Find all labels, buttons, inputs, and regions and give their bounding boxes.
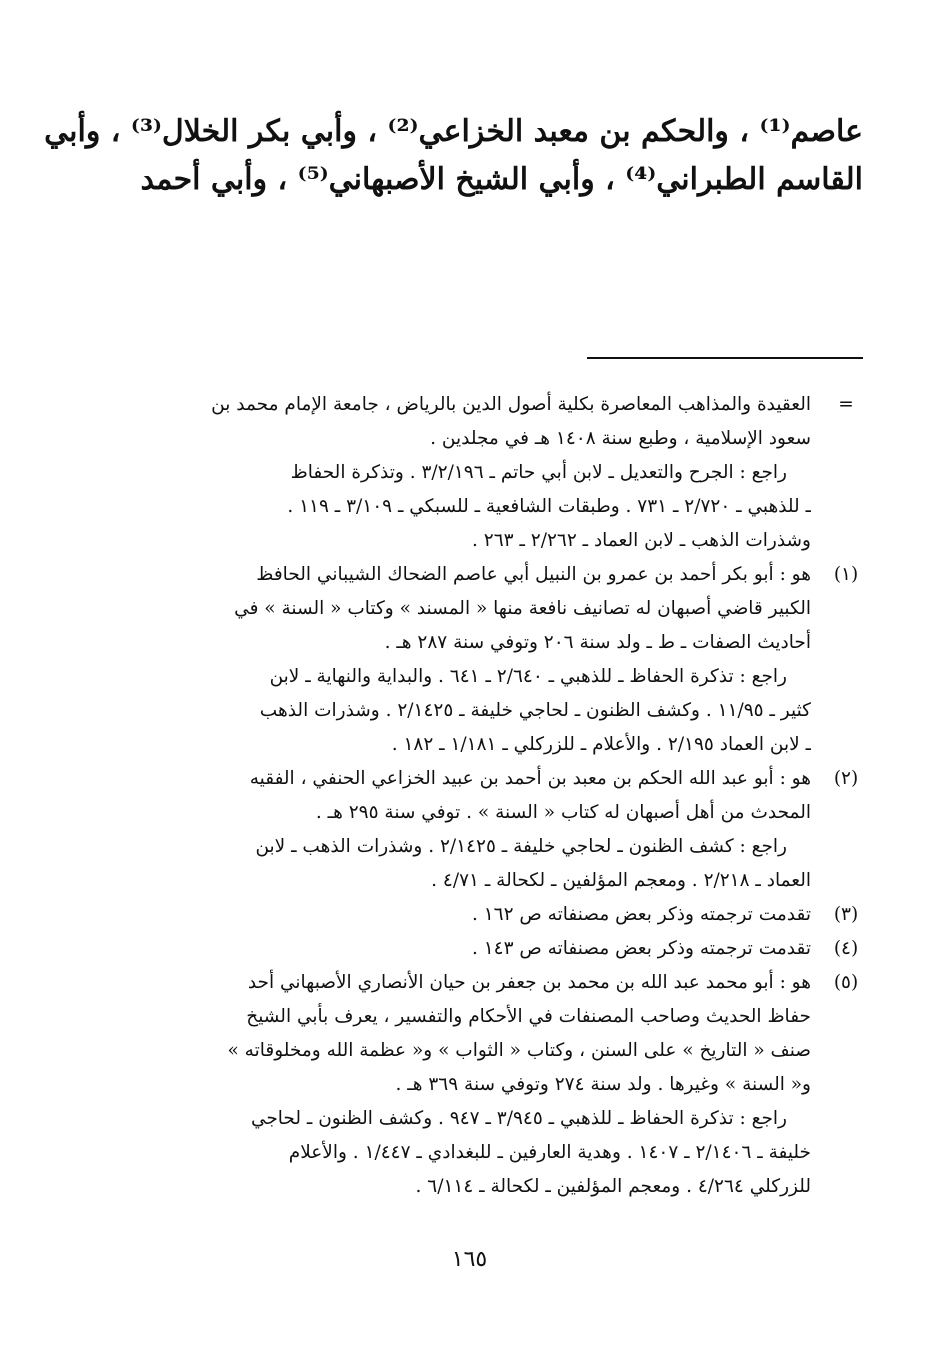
footnote-line: راجع : كشف الظنون ـ لحاجي خليفة ـ ٢/١٤٢٥ . وشذرات الذهب ـ لابن: [255, 836, 787, 857]
footnotes: [156, 388, 871, 1204]
footnote-marker: (٥): [833, 972, 859, 993]
footnote-marker: (٣): [833, 904, 859, 925]
footnote-1: [156, 558, 871, 762]
footnote-line: كثير ـ ١١/٩٥ . وكشف الظنون ـ لحاجي خليفة ـ ٢/١٤٢٥ . وشذرات الذهب: [259, 700, 811, 721]
footnote-line: راجع : تذكرة الحفاظ ـ للذهبي ـ ٢/٦٤٠ ـ ٦٤١ . والبداية والنهاية ـ لابن: [269, 666, 787, 687]
footnote-line: هو : أبو محمد عبد الله بن محمد بن جعفر بن حيان الأنصاري الأصبهاني أحد: [247, 972, 811, 993]
footnote-line: صنف « التاريخ » على السنن ، وكتاب « الثواب » و« عظمة الله ومخلوقاته »: [227, 1040, 811, 1061]
footnote-line: تقدمت ترجمته وذكر بعض مصنفاته ص ١٦٢ .: [471, 904, 811, 925]
footnote-line: هو : أبو عبد الله الحكم بن معبد بن أحمد بن عبيد الخزاعي الحنفي ، الفقيه: [249, 768, 811, 789]
footnote-4: [156, 932, 871, 966]
footnote-line: سعود الإسلامية ، وطبع سنة ١٤٠٨ هـ في مجلدين .: [430, 428, 811, 449]
footnote-line: راجع : الجرح والتعديل ـ لابن أبي حاتم ـ ٣/٢/١٩٦ . وتذكرة الحفاظ: [290, 462, 787, 483]
footnote-line: راجع : تذكرة الحفاظ ـ للذهبي ـ ٣/٩٤٥ ـ ٩٤٧ . وكشف الظنون ـ لحاجي: [250, 1108, 787, 1129]
footnote-line: ـ للذهبي ـ ٢/٧٢٠ ـ ٧٣١ . وطبقات الشافعية ـ للسبكي ـ ٣/١٠٩ ـ ١١٩ .: [287, 496, 811, 517]
footnote-3: [156, 898, 871, 932]
footnote-line: حفاظ الحديث وصاحب المصنفات في الأحكام والتفسير ، يعرف بأبي الشيخ: [246, 1006, 811, 1027]
footnote-line: هو : أبو بكر أحمد بن عمرو بن النبيل أبي عاصم الضحاك الشيباني الحافظ: [256, 564, 811, 585]
main-text-line: القاسم الطبراني⁽⁴⁾ ، وأبي الشيخ الأصبهاني⁽⁵⁾ ، وأبي أحمد: [140, 162, 863, 197]
footnote-5: [156, 966, 871, 1204]
main-text: [44, 108, 863, 204]
footnote-line: وشذرات الذهب ـ لابن العماد ـ ٢/٢٦٢ ـ ٢٦٣ .: [472, 530, 811, 551]
footnote-separator: [587, 357, 863, 359]
footnote-marker: (٢): [833, 768, 859, 789]
footnote-line: خليفة ـ ٢/١٤٠٦ ـ ١٤٠٧ . وهدية العارفين ـ للبغدادي ـ ١/٤٤٧ . والأعلام: [288, 1142, 811, 1163]
footnote-line: أحاديث الصفات ـ ط ـ ولد سنة ٢٠٦ وتوفي سنة ٢٨٧ هـ .: [384, 632, 811, 653]
page-number: ١٦٥: [451, 1247, 488, 1272]
main-text-line: عاصم⁽¹⁾ ، والحكم بن معبد الخزاعي⁽²⁾ ، وأبي بكر الخلال⁽³⁾ ، وأبي: [44, 114, 863, 149]
footnote-line: الكبير قاضي أصبهان له تصانيف نافعة منها « المسند » وكتاب « السنة » في: [234, 598, 811, 619]
footnote-marker: (٤): [833, 938, 859, 959]
footnote-line: تقدمت ترجمته وذكر بعض مصنفاته ص ١٤٣ .: [471, 938, 811, 959]
footnote-marker: (١): [833, 564, 859, 585]
footnote-line: للزركلي ٤/٢٦٤ . ومعجم المؤلفين ـ لكحالة ـ ٦/١١٤ .: [415, 1176, 811, 1197]
footnote-marker: =: [838, 394, 854, 415]
footnote-line: و« السنة » وغيرها . ولد سنة ٢٧٤ وتوفي سنة ٣٦٩ هـ .: [395, 1074, 811, 1095]
footnote-line: العماد ـ ٢/٢١٨ . ومعجم المؤلفين ـ لكحالة ـ ٤/٧١ .: [431, 870, 811, 891]
footnote-line: المحدث من أهل أصبهان له كتاب « السنة » . توفي سنة ٢٩٥ هـ .: [315, 802, 811, 823]
footnote-line: العقيدة والمذاهب المعاصرة بكلية أصول الدين بالرياض ، جامعة الإمام محمد بن: [211, 394, 811, 415]
footnote-continued: [156, 388, 871, 558]
footnote-line: ـ لابن العماد ٢/١٩٥ . والأعلام ـ للزركلي ـ ١/١٨١ ـ ١٨٢ .: [391, 734, 811, 755]
footnote-2: [156, 762, 871, 898]
